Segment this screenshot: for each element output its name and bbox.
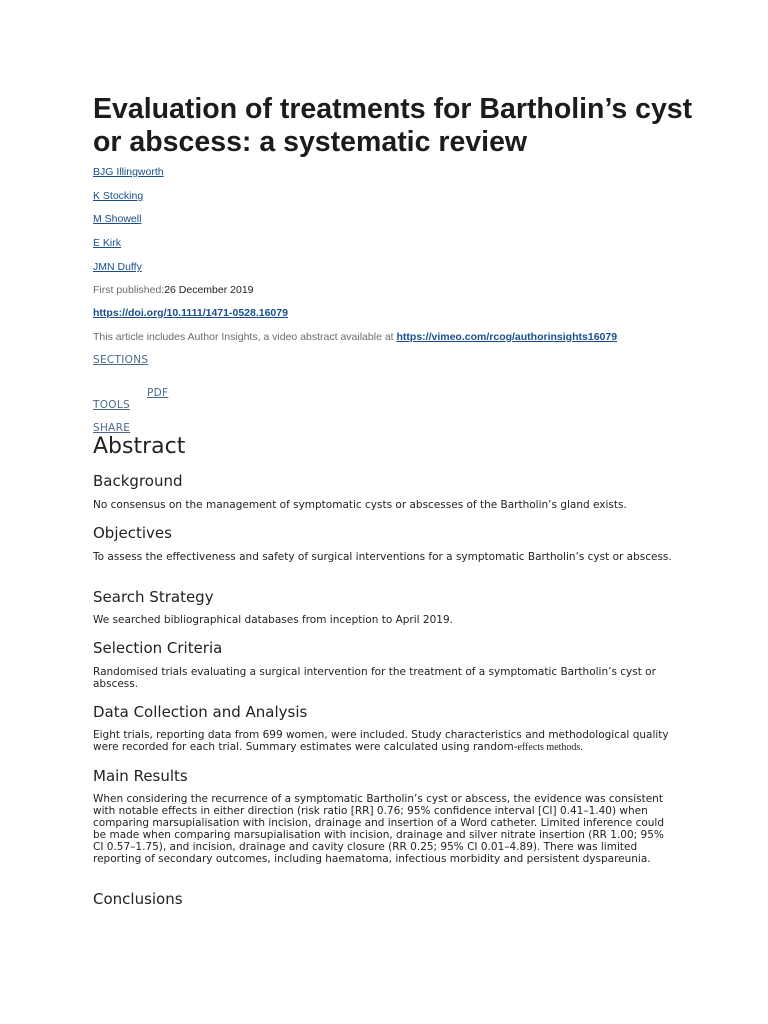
section-heading: Search Strategy xyxy=(93,588,214,606)
first-published-date: 26 December 2019 xyxy=(164,284,254,296)
first-published-label: First published: xyxy=(93,284,165,296)
section-text: Randomised trials evaluating a surgical intervention for the treatment of a symptomatic Bartholin’s cyst or abscess. xyxy=(93,666,656,690)
author-insights-note xyxy=(93,331,693,343)
section-heading: Data Collection and Analysis xyxy=(93,703,308,721)
section-text: When considering the recurrence of a symptomatic Bartholin’s cyst or abscess, the evidence was consistent with notable effects in either direction (risk ratio [RR] 0.76; 95% confidence interval [CI] 0.41–1.40) when comparing marsupialisation with incision, drainage and insertion of a Word catheter. Limited inference could be made when comparing marsupialisation with incision, drainage and silver nitrate insertion (RR 1.00; 95% CI 0.57–1.75), and incision, drainage and cavity closure (RR 0.25; 95% CI 0.01–4.89). There was limited reporting of secondary outcomes, including haematoma, infectious morbidity and persistent dyspareunia. xyxy=(93,793,665,865)
pdf-link[interactable]: PDF xyxy=(147,387,169,399)
insights-video-link[interactable]: https://vimeo.com/rcog/authorinsights16079 xyxy=(396,331,618,343)
section-text-tail: effects methods. xyxy=(517,742,583,753)
section-heading: Selection Criteria xyxy=(93,639,223,657)
section-text xyxy=(93,729,673,754)
share-link[interactable]: SHARE xyxy=(93,422,131,434)
section-heading: Conclusions xyxy=(93,890,183,908)
tools-link[interactable]: TOOLS xyxy=(93,399,130,411)
section-heading: Background xyxy=(93,472,183,490)
section-heading: Main Results xyxy=(93,767,188,785)
insights-text: This article includes Author Insights, a video abstract available at xyxy=(93,331,397,343)
author-link[interactable]: M Showell xyxy=(93,213,142,225)
article-title: Evaluation of treatments for Bartholin’s cyst or abscess: a systematic review xyxy=(93,93,693,158)
first-published xyxy=(93,284,254,296)
author-link[interactable]: E Kirk xyxy=(93,237,122,249)
sections-link[interactable]: SECTIONS xyxy=(93,354,149,366)
abstract-heading: Abstract xyxy=(93,434,186,459)
section-text: We searched bibliographical databases from inception to April 2019. xyxy=(93,614,453,626)
section-text: To assess the effectiveness and safety of surgical interventions for a symptomatic Bartholin’s cyst or abscess. xyxy=(93,551,672,563)
doi-link[interactable]: https://doi.org/10.1111/1471-0528.16079 xyxy=(93,307,288,319)
section-heading: Objectives xyxy=(93,524,172,542)
section-text-main: Eight trials, reporting data from 699 women, were included. Study characteristics and methodological quality were recorded for each trial. Summary estimates were calculated using random- xyxy=(93,729,669,753)
author-link[interactable]: JMN Duffy xyxy=(93,261,142,273)
section-text: No consensus on the management of symptomatic cysts or abscesses of the Bartholin’s gland exists. xyxy=(93,499,627,511)
author-link[interactable]: K Stocking xyxy=(93,190,144,202)
author-link[interactable]: BJG Illingworth xyxy=(93,166,164,178)
